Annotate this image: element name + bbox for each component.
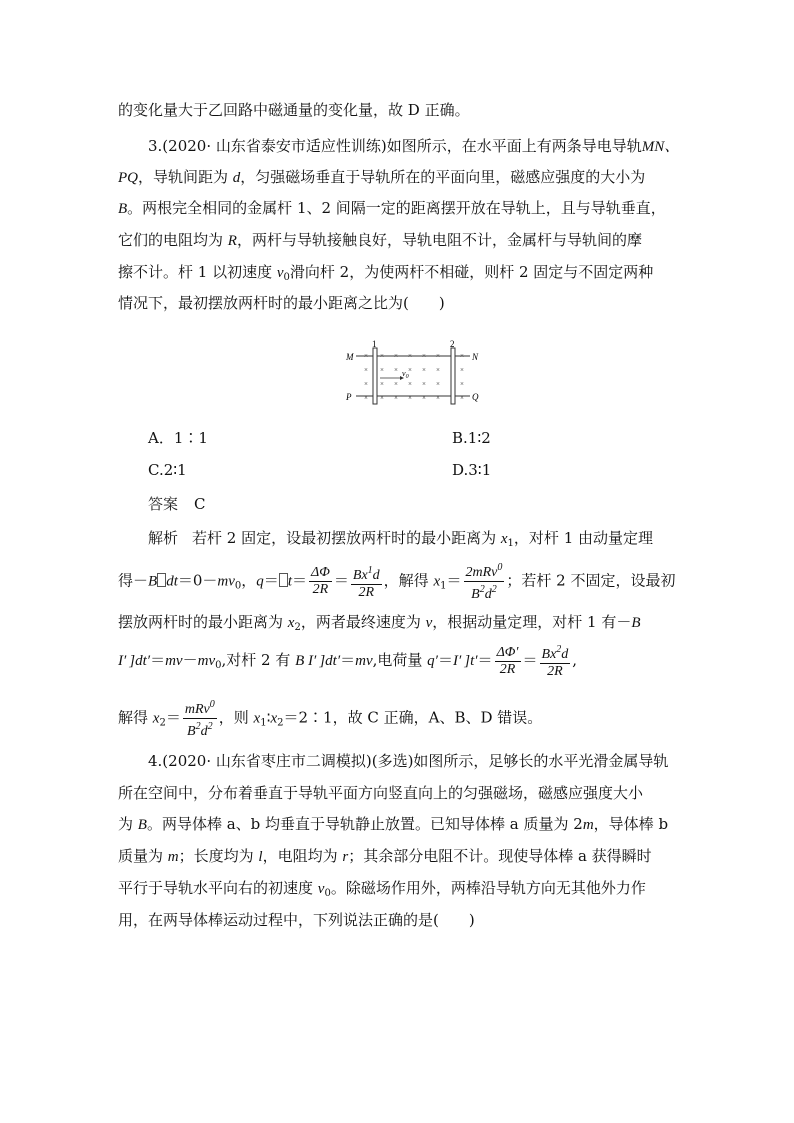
exp-text: － [182, 651, 198, 669]
q4-sub: 0 [324, 888, 331, 899]
cross: × [408, 366, 412, 374]
q4-math: l [258, 849, 263, 865]
q4-line-1: 4.(2020· 山东省枣庄市二调模拟)(多选)如图所示，足够长的水平光滑金属导轨 [148, 752, 669, 770]
q4-line-5 [118, 878, 688, 904]
option-a[interactable]: A．1∶1 [148, 429, 208, 447]
cross: × [460, 380, 464, 388]
q3-line-2 [118, 167, 688, 188]
q3-sub: 0 [283, 272, 290, 283]
fraction-3: $\frac{2mRv^0}{B^2d^2}$ [465, 562, 503, 602]
cross: × [422, 380, 426, 388]
exp-math: I′ [118, 653, 127, 669]
cross: × [394, 366, 398, 374]
q3-text: ，匀强磁场垂直于导轨所在的平面向里，磁感应强度的大小为 [240, 168, 646, 186]
exp-math: B [148, 573, 158, 590]
exp-text: ＝2∶1，故 C 正确，A、B、D 错误。 [283, 708, 543, 727]
exp-text: ，两者最终速度为 [300, 613, 426, 631]
fraction-5: $\frac{Bx^2d}{2R}$ [541, 644, 569, 679]
exp-text: 摆放两杆时的最小距离为 [118, 613, 288, 631]
q3-text: 它们的电阻均为 [118, 231, 228, 249]
cross: × [380, 352, 384, 360]
q3-text: 滑向杆 2，为使两杆不相碰，则杆 2 固定与不固定两种 [289, 263, 654, 281]
cross: × [422, 352, 426, 360]
explanation-line-1 [148, 528, 718, 554]
cross: × [394, 352, 398, 360]
exp-text: ＝ [150, 651, 166, 669]
exp-text: ∶ [266, 708, 271, 727]
answer-line [148, 494, 718, 514]
cross: × [436, 366, 440, 374]
label-v0: $v_0$ [402, 369, 409, 380]
fraction-2: $\frac{Bx^1d}{2R}$ [352, 564, 380, 600]
label-q: Q [472, 392, 479, 402]
cross: × [364, 394, 368, 402]
q4-text: ；长度均为 [178, 847, 259, 865]
q4-math: r [342, 849, 349, 865]
exp-math: mv [165, 653, 183, 669]
exp-text: ＝ [333, 571, 349, 590]
exp-text: ＝ [522, 651, 538, 669]
exp-math: mv [355, 653, 373, 669]
q3-math: MN、 [641, 139, 680, 155]
q4-line-4 [118, 846, 688, 867]
exp-sub: 2 [294, 622, 301, 633]
explanation-line-5 [118, 697, 688, 739]
q4-text: ，导体棒 b [593, 815, 669, 833]
answer-value: C [194, 495, 206, 513]
exp-sub: 2 [159, 717, 166, 729]
label-p: P [346, 392, 352, 402]
q4-math: m [167, 849, 179, 865]
cross: × [394, 394, 398, 402]
exp-sub: 1 [440, 580, 447, 592]
exp-math: x [287, 615, 295, 631]
rail-figure [340, 338, 490, 410]
q4-text: 。除磁场作用外，两棒沿导轨方向无其他外力作 [330, 879, 646, 897]
exp-text: ，根据动量定理，对杆 1 有－ [432, 613, 632, 631]
q3-line-3 [118, 198, 688, 219]
label-n: N [472, 352, 479, 362]
q4-text: 质量为 [118, 847, 168, 865]
q3-math: PQ [118, 170, 138, 186]
q4-text: 平行于导轨水平向右的初速度 [118, 879, 318, 897]
exp-math: v [425, 615, 433, 631]
q3-text: 3.(2020· 山东省泰安市适应性训练)如图所示，在水平面上有两条导电导轨 [148, 137, 642, 155]
q3-line-4 [118, 230, 688, 251]
exp-math: dt [166, 573, 178, 590]
exp-text: ，对杆 1 由动量定理 [513, 529, 654, 547]
q3-line-5 [118, 262, 688, 288]
option-c[interactable]: C.2∶1 [148, 461, 187, 479]
cross: × [408, 352, 412, 360]
exp-math: mv [217, 573, 235, 590]
q4-text: 。两导体棒 a、b 均垂直于导轨静止放置。已知导体棒 a 质量为 2 [146, 815, 583, 833]
q3-text: 。两根完全相同的金属杆 1、2 间隔一定的距离摆开放在导轨上，且与导轨垂直， [127, 199, 666, 217]
option-d[interactable]: D.3∶1 [452, 461, 492, 479]
cross: × [422, 366, 426, 374]
answer-label: 答案 [148, 495, 179, 513]
rod-2 [451, 348, 455, 404]
exp-text: ＝ [340, 651, 356, 669]
cross: × [380, 394, 384, 402]
exp-text: ＝ [165, 708, 181, 727]
exp-text: 解得 [118, 708, 153, 727]
fraction-6: $\frac{mRv^0}{B^2d^2}$ [184, 699, 215, 739]
exp-math: B [631, 615, 641, 631]
exp-text: ＝ [446, 571, 462, 590]
intro-line: 的变化量大于乙回路中磁通量的变化量，故 D 正确。 [118, 101, 470, 119]
exp-sub: 2 [277, 717, 284, 729]
exp-text: ，解得 [383, 571, 434, 590]
q4-math: m [582, 817, 594, 833]
cross: × [422, 394, 426, 402]
q4-line-3 [118, 814, 688, 835]
exp-sub: 1 [507, 538, 514, 549]
exp-math: I′ [452, 653, 462, 669]
exp-text: ＝ [291, 571, 307, 590]
exp-text: ＝ [263, 571, 279, 590]
cross: × [408, 380, 412, 388]
q3-text: ，两杆与导轨接触良好，导轨电阻不计，金属杆与导轨间的摩 [236, 231, 642, 249]
q4-text: ；其余部分电阻不计。现使导体棒 a 获得瞬时 [348, 847, 652, 865]
exp-math: ]dt′ [319, 653, 341, 669]
exp-text: ＝ [437, 651, 453, 669]
explanation-label: 解析 [148, 529, 179, 547]
q3-text: ，导轨间距为 [138, 168, 233, 186]
q3-math: d [232, 170, 241, 186]
q3-math: R [227, 233, 237, 249]
exp-math: x [270, 710, 278, 727]
explanation-line-3 [118, 612, 688, 638]
cross: × [364, 366, 368, 374]
fraction-1: $\frac{\Delta\Phi}{2R}$ [311, 565, 330, 597]
cross: × [380, 366, 384, 374]
exp-text: ＝0－ [177, 571, 218, 590]
exp-text: ，则 [218, 708, 254, 727]
exp-text: ；若杆 2 不固定，设最初 [506, 571, 676, 590]
cross: × [380, 380, 384, 388]
exp-text: ,对杆 2 有 [221, 651, 296, 669]
cross: × [408, 394, 412, 402]
exp-sub: 0 [234, 580, 242, 592]
exp-math: x [500, 531, 508, 547]
q4-text: ，电阻均为 [262, 847, 343, 865]
exp-text: ＝ [477, 651, 493, 669]
rod-1 [373, 348, 377, 404]
exp-math: x [253, 710, 261, 727]
q3-line-6: 情况下，最初摆放两杆时的最小距离之比为( ) [118, 294, 445, 312]
exp-math: q [256, 573, 264, 590]
q4-line-6: 用，在两导体棒运动过程中，下列说法正确的是( ) [118, 911, 475, 929]
label-rod-2: 2 [450, 339, 455, 349]
explanation-line-2 [118, 560, 688, 602]
exp-sub: 0 [215, 660, 222, 671]
exp-text: 若杆 2 固定，设最初摆放两杆时的最小距离为 [192, 529, 501, 547]
cross: × [436, 352, 440, 360]
missing-glyph [279, 573, 288, 587]
q3-math: B [118, 201, 128, 217]
fraction-4: $\frac{\Delta\Phi'}{2R}$ [496, 644, 519, 677]
exp-math: B I′ [295, 653, 317, 669]
cross: × [460, 352, 464, 360]
missing-glyph [157, 573, 166, 587]
q4-math: v [317, 881, 325, 897]
label-m: M [346, 352, 354, 362]
label-rod-1: 1 [372, 339, 377, 349]
cross: × [394, 380, 398, 388]
q4-line-2: 所在空间中，分布着垂直于导轨平面方向竖直向上的匀强磁场，磁感应强度大小 [118, 784, 644, 802]
q4-text: 为 [118, 815, 138, 833]
exp-text: ， [241, 571, 257, 590]
exp-math: ]t′ [464, 653, 478, 669]
explanation-line-4 [118, 642, 688, 678]
exp-sub: 1 [260, 717, 267, 729]
q3-math: v [276, 265, 284, 281]
exp-text: ,电荷量 [372, 651, 428, 669]
q3-line-1 [148, 136, 718, 157]
cross: × [460, 394, 464, 402]
exp-math: q′ [427, 653, 438, 669]
exp-math: t [287, 573, 292, 590]
cross: × [436, 380, 440, 388]
q3-text: 擦不计。杆 1 以初速度 [118, 263, 277, 281]
cross: × [460, 366, 464, 374]
cross: × [364, 380, 368, 388]
q4-math: B [137, 817, 147, 833]
exp-math: ]dt′ [129, 653, 151, 669]
cross: × [436, 394, 440, 402]
field-crosses [364, 352, 464, 402]
exp-text: 得－ [118, 571, 149, 590]
exp-text: , [572, 651, 578, 669]
exp-math: mv [197, 653, 216, 669]
exp-math: x [152, 710, 160, 727]
exp-math: x [433, 573, 441, 590]
option-b[interactable]: B.1∶2 [452, 429, 491, 447]
cross: × [364, 352, 368, 360]
